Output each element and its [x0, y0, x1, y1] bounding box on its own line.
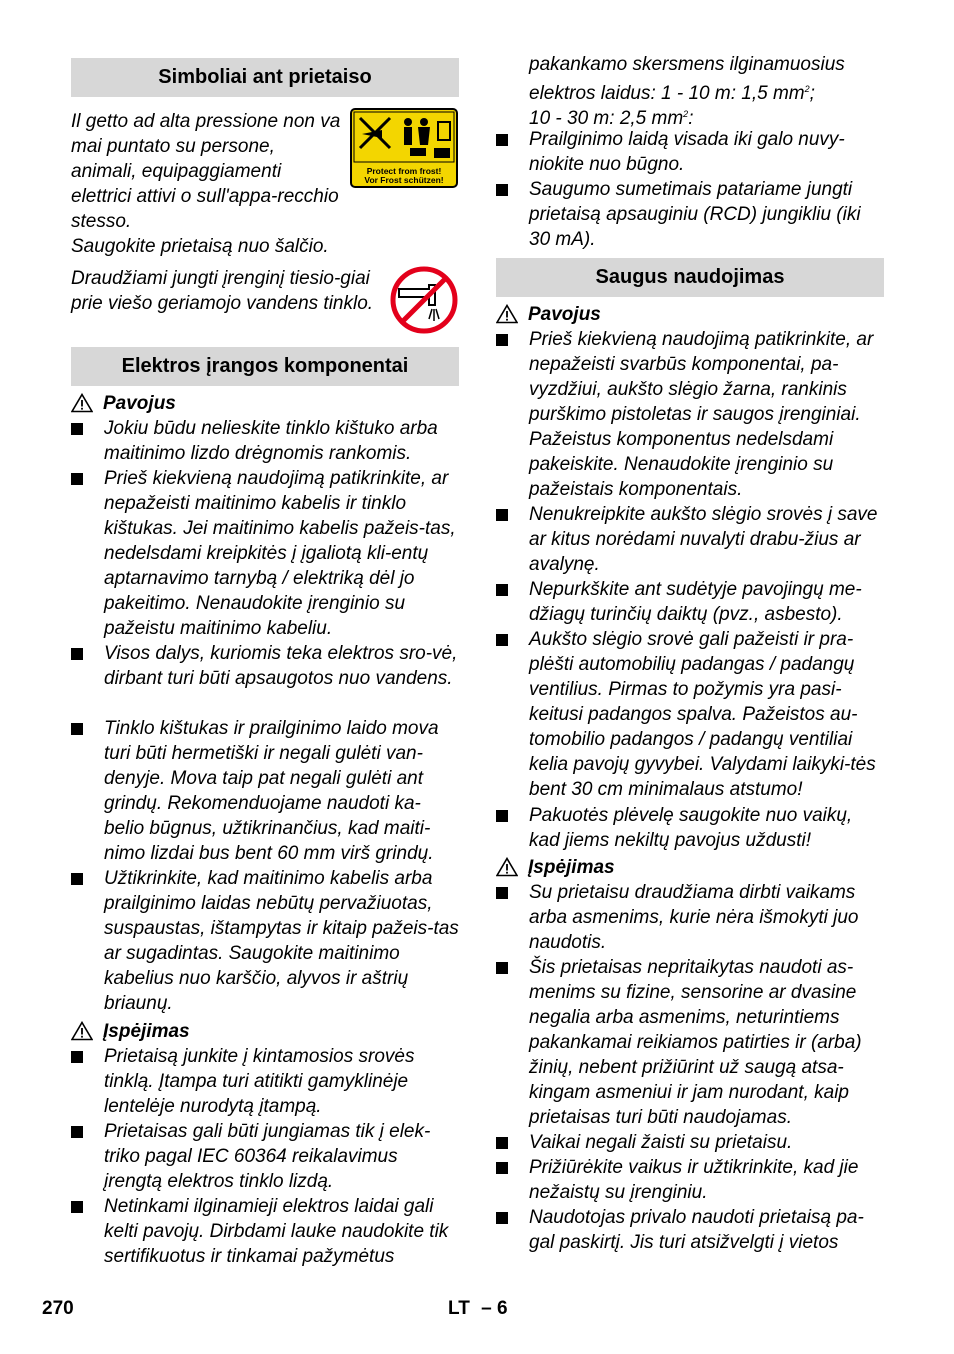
danger-label: Pavojus: [103, 393, 176, 414]
continued-text-line: 10 - 30 m: 2,5 $mm^2$:: [529, 108, 694, 129]
footer-language: LT: [448, 1298, 470, 1319]
list-item: Šis prietaisas nepritaikytas naudoti as-menims su fizine, sensorine ar dvasine negalia arba asmenims, neturintiems pakankamai reikiamos patirties ir (arba) žinių, nebent prižiūrint už saugą atsa-kingam asmeniui ir jam nurodant, kaip prietaisas turi būti naudojamas.: [496, 955, 884, 1130]
footer-section: [448, 1298, 508, 1320]
frost-label-line-2: Vor Frost schützen!: [364, 175, 444, 185]
page-number: 270: [42, 1298, 74, 1319]
electrical-components-heading: Elektros įrangos komponentai: [71, 347, 459, 386]
warning-triangle-icon: [496, 857, 518, 877]
list-item: Prieš kiekvieną naudojimą patikrinkite, ar nepažeisti maitinimo kabelis ir tinklo kištukas. Jei maitinimo kabelis pažeis-tas, nedelsdami kreipkitės į įgaliotą kli-entų aptarnavimo tarnybą / elektriką dėl jo pakeitimo. Nenaudokite įrenginio su pažeistu maitinimo kabeliu.: [71, 466, 459, 641]
warning-triangle-icon: [496, 304, 518, 324]
list-item: Saugumo sumetimais patariame jungti prietaisą apsauginiu (RCD) jungikliu (iki 30 mA).: [496, 177, 884, 252]
list-item: Naudotojas privalo naudoti prietaisą pa-gal paskirtį. Jis turi atsižvelgti į vietos: [496, 1205, 884, 1255]
list-item: Tinklo kištukas ir prailginimo laido mova turi būti hermetiški ir negali gulėti van-denyje. Mova taip pat negali gulėti ant grindų. Rekomenduojame naudoti ka-belio būgnus, užtikrinančius, kad maiti-nimo lizdai bus bent 60 mm virš grindų.: [71, 716, 459, 866]
warning-label: Įspėjimas: [528, 857, 615, 878]
frost-label-line-1: Protect from frost!: [366, 166, 442, 176]
warning-heading: [71, 1019, 190, 1044]
footer-section-page: – 6: [481, 1298, 508, 1319]
frost-warning-label-icon: [350, 108, 458, 188]
warning-heading: [496, 855, 615, 880]
list-item: Visos dalys, kuriomis teka elektros sro-vė, dirbant turi būti apsaugotos nuo vandens.: [71, 641, 459, 691]
list-item: Prietaisą junkite į kintamosios srovės tinklą. Įtampa turi atitikti gamyklinėje lentelėje nurodytą įtampą.: [71, 1044, 459, 1119]
list-item: Jokiu būdu nelieskite tinklo kištuko arba maitinimo lizdo drėgnomis rankomis.: [71, 416, 459, 466]
list-item: Vaikai negali žaisti su prietaisu.: [496, 1130, 884, 1155]
continued-text-line: elektros laidus: 1 - 10 m: 1,5 $mm^2$;: [529, 83, 815, 104]
danger-label: Pavojus: [528, 304, 601, 325]
water-connection-text: Draudžiami jungti įrenginį tiesio-giai prie viešo geriamojo vandens tinklo.: [71, 268, 374, 314]
list-item: Užtikrinkite, kad maitinimo kabelis arba prailginimo laidas nebūtų pervažiuotas, suspaustas, ištampytas ir kitaip pažeis-tas ar sugadintas. Saugokite maitinimo kabelius nuo karščio, alyvos ir aštrių briaunų.: [71, 866, 459, 1016]
warning-label: Įspėjimas: [103, 1021, 190, 1042]
danger-heading: [496, 302, 601, 327]
frost-text: Saugokite prietaisą nuo šalčio.: [71, 236, 329, 257]
list-item: Prailginimo laidą visada iki galo nuvy-niokite nuo būgno.: [496, 127, 884, 177]
symbols-heading: Simboliai ant prietaiso: [71, 58, 459, 97]
list-item: Netinkami ilginamieji elektros laidai gali kelti pavojų. Dirbdami lauke naudokite tik sertifikuotus ir tinkamai pažymėtus: [71, 1194, 459, 1269]
list-item: Prietaisas gali būti jungiamas tik į elek-triko pagal IEC 60364 reikalavimus įrengtą elektros tinklo lizdą.: [71, 1119, 459, 1194]
warning-triangle-icon: [71, 1021, 93, 1041]
list-item: Nenukreipkite aukšto slėgio srovės į save ar kitus norėdami nuvalyti drabu-žius ar avalynę.: [496, 502, 884, 577]
list-item: Prieš kiekvieną naudojimą patikrinkite, ar nepažeisti svarbūs komponentai, pa-vyzdžiui, aukšto slėgio žarna, rankinis purškimo pistoletas ir saugos įrenginiai. Pažeistus komponentus nedelsdami pakeiskite. Nenaudokite įrenginio su pažeistais komponentais.: [496, 327, 884, 502]
symbols-text: Il getto ad alta pressione non va mai puntato su persone, animali, equipaggiamenti elettrici attivi o sull'appa-recchio stesso.: [71, 111, 341, 232]
list-item: Su prietaisu draudžiama dirbti vaikams arba asmenims, kurie nėra išmokyti juo naudotis.: [496, 880, 884, 955]
list-item: Pakuotės plėvelę saugokite nuo vaikų, kad jiems nekiltų pavojus uždusti!: [496, 803, 884, 853]
list-item: Prižiūrėkite vaikus ir užtikrinkite, kad jie nežaistų su įrenginiu.: [496, 1155, 884, 1205]
list-item: Aukšto slėgio srovė gali pažeisti ir pra-plėšti automobilių padangas / padangų ventilius. Pirmas to požymis yra pasi-keitusi padangos spalva. Pažeistos au-tomobilio padangos / padangų ventiliai kelia pavojų gyvybei. Valydami laikyki-tės bent 30 cm minimalaus atstumo!: [496, 627, 884, 802]
no-drinking-water-connection-icon: [389, 265, 459, 335]
list-item: Nepurkškite ant sudėtyje pavojingų me-džiagų turinčių daiktų (pvz., asbesto).: [496, 577, 884, 627]
danger-heading: [71, 391, 176, 416]
continued-text-line: pakankamo skersmens ilginamuosius: [529, 54, 845, 75]
warning-triangle-icon: [71, 393, 93, 413]
safe-operation-heading: Saugus naudojimas: [496, 258, 884, 297]
